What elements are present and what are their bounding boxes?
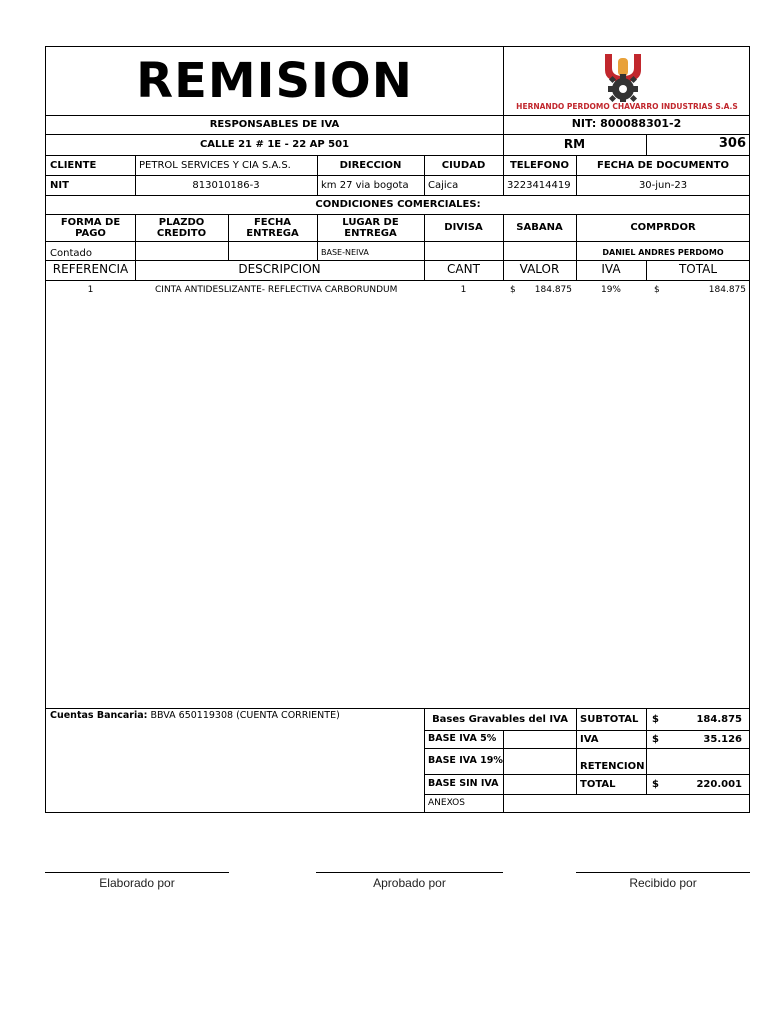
forma-pago-value: Contado [50,247,92,259]
cliente-value: PETROL SERVICES Y CIA S.A.S. [139,159,291,171]
forma-pago-header: FORMA DE PAGO [60,216,121,239]
bank-accounts-value: BBVA 650119308 (CUENTA CORRIENTE) [150,710,340,721]
recibido-signature-line [576,872,750,873]
descripcion-header: DESCRIPCION [238,262,321,277]
cant-header: CANT [447,262,480,277]
base-sin-iva-label: BASE SIN IVA [428,778,499,790]
responsables-label: RESPONSABLES DE IVA [209,119,340,130]
bank-accounts [50,710,420,724]
iva-currency: $ [652,734,659,745]
item-total: 184.875 [708,285,746,296]
ciudad-label: CIUDAD [441,159,486,171]
nit-value: 813010186-3 [192,179,260,191]
base-iva-19-label: BASE IVA 19% [428,754,503,766]
total-value: 220.001 [696,779,742,790]
aprobado-signature-line [316,872,503,873]
company-nit: NIT: 800088301-2 [571,117,682,131]
ciudad-value: Cajica [428,179,459,191]
company-address: CALLE 21 # 1E - 22 AP 501 [199,139,350,150]
item-iva: 19% [600,285,621,296]
cliente-label: CLIENTE [50,159,97,171]
fecha-label: FECHA DE DOCUMENTO [597,159,729,171]
fecha-entrega-value [228,245,317,261]
item-valor: 184.875 [534,285,572,296]
base-iva-5-label: BASE IVA 5% [428,733,497,745]
plazo-value [135,245,228,261]
telefono-label: TELEFONO [509,159,570,171]
total-currency: $ [652,779,659,790]
gear-logo-icon [601,52,645,102]
fecha-value: 30-jun-23 [638,179,688,191]
item-cant: 1 [460,285,467,296]
total-header: TOTAL [678,262,718,277]
table-row [46,283,750,299]
iva-header: IVA [601,262,621,277]
item-referencia: 1 [87,285,94,296]
referencia-header: REFERENCIA [52,262,129,277]
subtotal-currency: $ [652,714,659,725]
valor-header: VALOR [519,262,560,277]
anexos-label: ANEXOS [428,798,465,809]
doc-number: 306 [718,136,746,152]
fecha-entrega-header: FECHA ENTREGA [246,216,299,239]
remision-document [45,46,750,813]
bank-accounts-label: Cuentas Bancaria: [50,710,148,721]
direccion-value: km 27 via bogota [321,179,409,191]
item-total-currency: $ [654,285,660,296]
conditions-title: CONDICIONES COMERCIALES: [315,199,481,210]
bases-gravables-title: Bases Gravables del IVA [432,714,568,725]
retencion-label: RETENCION [580,761,645,772]
doc-type: RM [563,136,586,151]
nit-label: NIT [50,179,69,191]
divisa-header: DIVISA [444,222,483,233]
iva-value: 35.126 [703,734,742,745]
sabana-header: SABANA [516,222,563,233]
elaborado-label: Elaborado por [99,876,175,890]
divisa-value [424,245,503,261]
plazo-header: PLAZDO CREDITO [156,216,207,239]
company-name: HERNANDO PERDOMO CHAVARRO INDUSTRIAS S.A.S [516,101,738,111]
subtotal-value: 184.875 [696,714,742,725]
lugar-header: LUGAR DE ENTREGA [342,216,399,239]
direccion-label: DIRECCION [339,159,402,171]
sabana-value [503,245,576,261]
subtotal-label: SUBTOTAL [580,714,639,725]
recibido-label: Recibido por [629,876,697,890]
item-valor-currency: $ [510,285,516,296]
iva-label: IVA [580,734,599,745]
aprobado-label: Aprobado por [373,876,446,890]
item-descripcion: CINTA ANTIDESLIZANTE- REFLECTIVA CARBORUNDUM [155,285,398,296]
elaborado-signature-line [45,872,229,873]
telefono-value: 3223414419 [507,179,571,191]
total-label: TOTAL [580,779,616,790]
comprador-header: COMPRDOR [630,222,696,233]
company-logo [601,52,645,102]
comprador-value: DANIEL ANDRES PERDOMO [602,247,724,257]
lugar-value: BASE-NEIVA [321,247,369,257]
document-title: REMISION [136,52,413,109]
